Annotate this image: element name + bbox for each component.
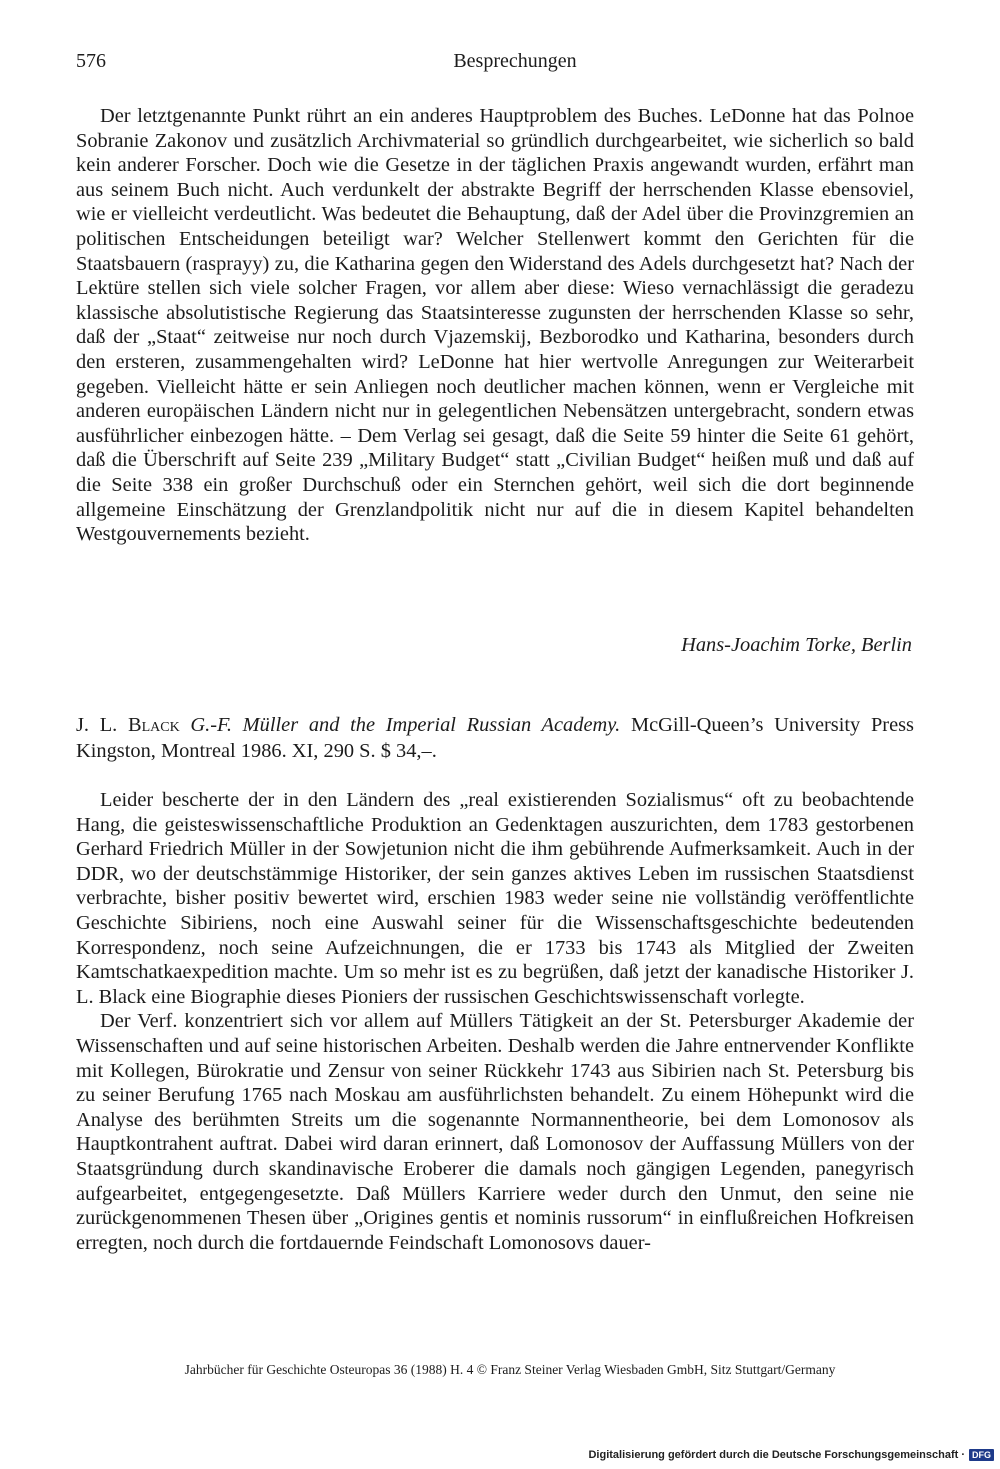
dfg-logo-icon: DFG [969,1449,994,1461]
review-2-body [76,788,914,1255]
page-number: 576 [76,50,106,72]
review-2-bibliography [76,712,914,764]
review-2-author: J. L. Black [76,714,180,736]
review-2-paragraph: Leider bescherte der in den Ländern des „real existierenden Sozialismus“ oft zu beobachtende Hang, die geisteswissenschaftliche Produktion an Gedenktagen auszurichten, dem 1783 gestorbenen Gerhard Friedrich Müller in der Sowjetunion nicht die ihm gebührende Aufmerksamkeit. Auch in der DDR, wo der deutschstämmige Historiker, der sein ganzes aktives Leben im russischen Staatsdienst verbrachte, bisher positiv bewertet wird, erschien 1983 weder seine nie vollständig veröffentlichte Geschichte Sibiriens, noch eine Auswahl seiner für die Wissenschaftsgeschichte bedeutenden Korrespondenz, noch seine Aufzeichnungen, die er 1733 bis 1743 als Mitglied der Zweiten Kamtschatkaexpedition machte. Um so mehr ist es zu begrüßen, daß jetzt der kanadische Historiker J. L. Black eine Biographie dieses Pioniers der russischen Geschichtswissenschaft vorlegte. [76,789,914,1008]
review-2-publication: McGill-Queen’s University Press Kingston, Montreal 1986. XI, 290 S. $ 34,–. [76,714,914,762]
review-1-paragraph: Der letztgenannte Punkt rührt an ein anderes Hauptproblem des Buches. LeDonne hat das Polnoe Sobranie Zakonov und zusätzlich Archivmaterial so gründlich durchgearbeitet, wie sicherlich so bald kein anderer Forscher. Doch wie die Gesetze in der täglichen Praxis angewandt wurden, erfährt man aus seinem Buch nicht. Auch verdunkelt der abstrakte Begriff der herrschenden Klasse ebensoviel, wie er vielleicht verdeutlicht. Was bedeutet die Behauptung, daß der Adel über die Provinzgremien an politischen Entscheidungen beteiligt war? Welcher Stellenwert kommt den Gerichten für die Staatsbauern (rasprayy) zu, die Katharina gegen den Widerstand des Adels durchgesetzt hat? Nach der Lektüre stellen sich viele solcher Fragen, vor allem aber diese: Wieso vernachlässigt die geradezu klassische absolutistische Regierung das Staatsinteresse zugunsten der herrschenden Klasse so sehr, daß der „Staat“ zeitweise nur noch durch Vjazemskij, Bezborodko und Katharina, besonders durch den ersteren, zusammengehalten wird? LeDonne hat hier wertvolle Anregungen zur Weiterarbeit gegeben. Vielleicht hätte er sein Anliegen noch deutlicher machen können, wenn er Vergleiche mit anderen europäischen Ländern nicht nur in gelegentlichen Nebensätzen untergebracht, sondern etwas ausführlicher einbezogen hätte. – Dem Verlag sei gesagt, daß die Seite 59 hinter die Seite 61 gehört, daß die Überschrift auf Seite 239 „Military Budget“ statt „Civilian Budget“ heißen muß und daß auf die Seite 338 ein großer Durchschuß oder ein Sternchen gehört, weil sich die dort beginnende allgemeine Einschätzung der Grenzlandpolitik nicht nur auf die in diesem Kapitel behandelten Westgouvernements bezieht. [76,105,914,546]
running-head: Besprechungen [453,50,577,72]
journal-footer: Jahrbücher für Geschichte Osteuropas 36 (1988) H. 4 © Franz Steiner Verlag Wiesbaden GmbH, Sitz Stuttgart/Germany [184,1362,836,1377]
review-1-signature: Hans-Joachim Torke, Berlin [681,634,912,656]
dfg-note [588,1449,994,1461]
review-1-body [76,104,914,547]
review-2-book-title: G.-F. Müller and the Imperial Russian Academy. [190,714,621,736]
dfg-text: Digitalisierung gefördert durch die Deutsche Forschungsgemeinschaft · [588,1449,965,1461]
review-2-paragraph: Der Verf. konzentriert sich vor allem auf Müllers Tätigkeit an der St. Petersburger Akademie der Wissenschaften und auf seine historischen Arbeiten. Deshalb werden die Jahre entnervender Konflikte mit Kollegen, Bürokratie und Zensur von seiner Rückkehr 1743 aus Sibirien nach St. Petersburg bis zu seiner Berufung 1765 nach Moskau am ausführlichsten behandelt. Zu einem Höhepunkt wird die Analyse des berühmten Streits um die sogenannte Normannentheorie, bei dem Lomonosov als Hauptkontrahent auftrat. Dabei wird daran erinnert, daß Lomonosov der Auffassung Müllers von der Staatsgründung durch skandinavische Eroberer die damals noch gängigen Legenden, panegyrisch aufgearbeitet, entgegengesetzte. Daß Müllers Karriere weder durch den Unmut, den seine nie zurückgenommenen Thesen über „Origines gentis et nominis russorum“ in einflußreichen Hofkreisen erregten, noch durch die fortdauernde Feindschaft Lomonosovs dauer- [76,1010,914,1254]
